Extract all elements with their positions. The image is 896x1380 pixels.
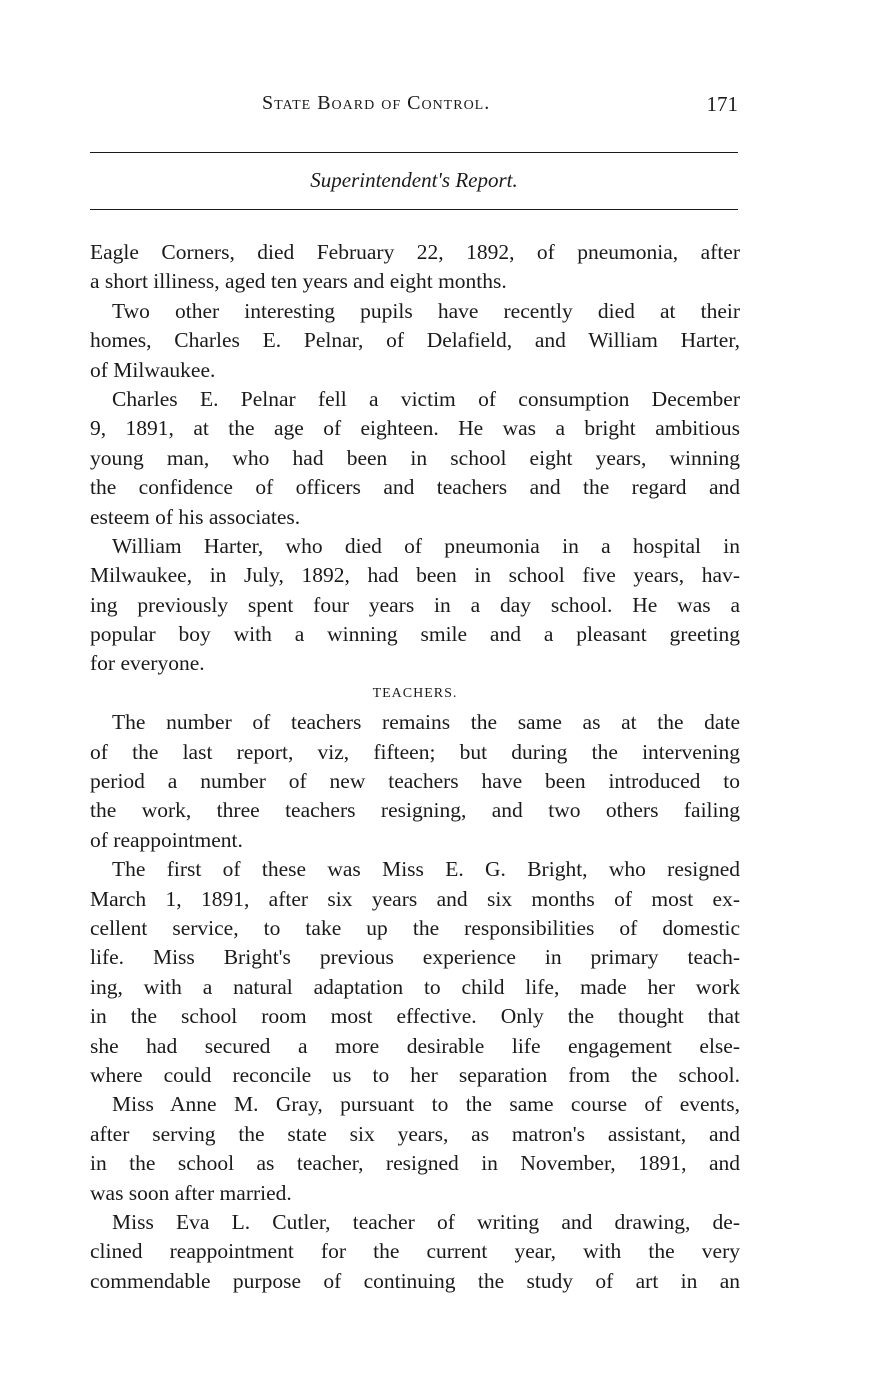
section-heading: Superintendent's Report.	[310, 168, 518, 192]
text-line: the confidence of officers and teachers and the regard and	[90, 475, 740, 500]
text-line: William Harter, who died of pneumonia in a hospital in	[112, 533, 740, 558]
text-line: clined reappointment for the current year, with the very	[90, 1239, 740, 1264]
top-rule	[90, 152, 738, 153]
text-line: period a number of new teachers have been introduced to	[90, 769, 740, 794]
text-line: Two other interesting pupils have recently died at their	[112, 298, 740, 323]
text-line: of Milwaukee.	[90, 357, 216, 382]
text-line: in the school room most effective. Only the thought that	[90, 1004, 740, 1029]
text-line: homes, Charles E. Pelnar, of Delafield, and William Harter,	[90, 328, 740, 353]
bottom-rule	[90, 209, 738, 210]
text-line: ing, with a natural adaptation to child life, made her work	[90, 974, 740, 999]
text-line: the work, three teachers resigning, and two others failing	[90, 798, 740, 823]
text-line: Eagle Corners, died February 22, 1892, of pneumonia, after	[90, 240, 740, 264]
book-page	[90, 0, 740, 1380]
text-line: Miss Anne M. Gray, pursuant to the same course of events,	[112, 1092, 740, 1117]
text-line: for everyone.	[90, 651, 205, 676]
text-line: The first of these was Miss E. G. Bright, who resigned	[112, 857, 740, 882]
text-line: in the school as teacher, resigned in November, 1891, and	[90, 1151, 740, 1176]
text-line: a short illiness, aged ten years and eight months.	[90, 269, 507, 294]
body-text	[90, 238, 740, 1296]
teachers-subheading: TEACHERS.	[372, 685, 458, 701]
text-line: after serving the state six years, as matron's assistant, and	[90, 1121, 740, 1146]
text-line: Charles E. Pelnar fell a victim of consumption December	[112, 386, 740, 411]
text-line: ing previously spent four years in a day school. He was a	[90, 592, 740, 617]
text-line: life. Miss Bright's previous experience in primary teach-	[90, 945, 740, 970]
running-head	[90, 92, 740, 122]
text-line: popular boy with a winning smile and a pleasant greeting	[90, 622, 740, 647]
text-line: where could reconcile us to her separation from the school.	[90, 1062, 740, 1087]
page-number: 171	[706, 92, 738, 116]
text-line: of reappointment.	[90, 827, 243, 852]
text-line: Miss Eva L. Cutler, teacher of writing and drawing, de-	[112, 1209, 740, 1234]
text-line: esteem of his associates.	[90, 504, 301, 529]
text-line: cellent service, to take up the responsibilities of domestic	[90, 915, 740, 940]
text-line: March 1, 1891, after six years and six months of most ex-	[90, 886, 740, 911]
text-line: commendable purpose of continuing the study of art in an	[90, 1268, 740, 1293]
running-title: State Board of Control.	[262, 92, 491, 114]
text-line: 9, 1891, at the age of eighteen. He was a bright ambitious	[90, 416, 740, 441]
text-line: was soon after married.	[90, 1180, 292, 1205]
text-line: Milwaukee, in July, 1892, had been in school five years, hav-	[90, 563, 740, 588]
text-line: young man, who had been in school eight years, winning	[90, 445, 740, 470]
text-line: The number of teachers remains the same as at the date	[112, 710, 740, 735]
text-line: she had secured a more desirable life engagement else-	[90, 1033, 740, 1058]
text-line: of the last report, viz, fifteen; but during the intervening	[90, 739, 740, 764]
